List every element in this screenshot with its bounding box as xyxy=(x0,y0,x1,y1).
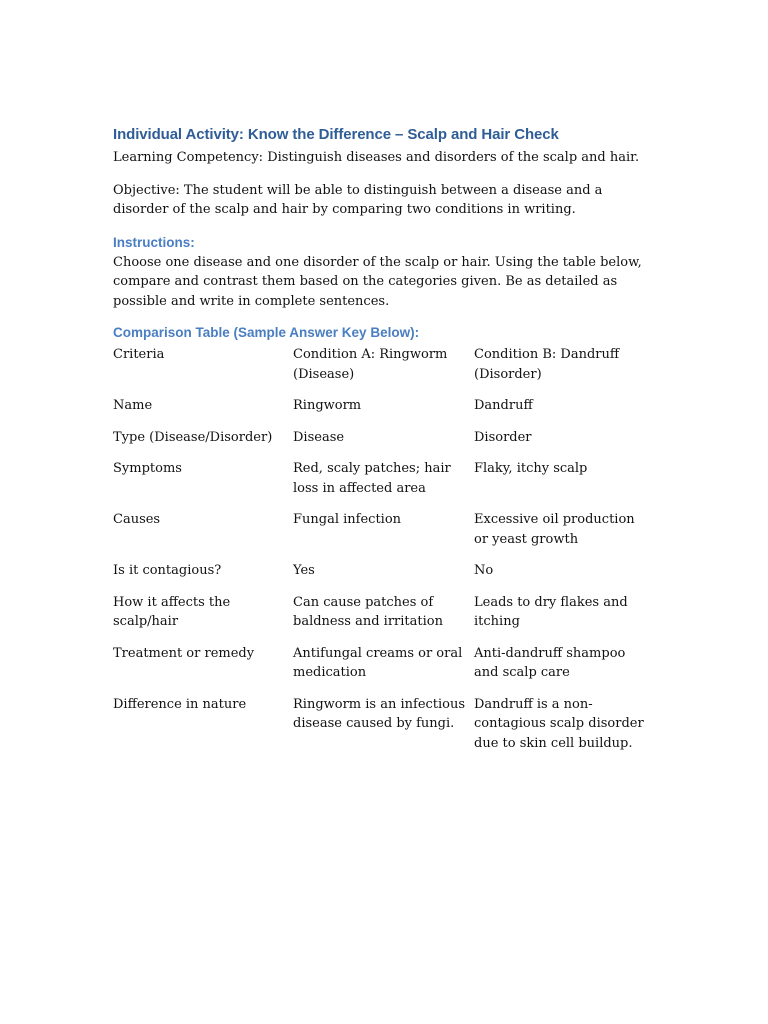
row-criteria: Name xyxy=(113,398,153,413)
row-condition-a: Red, scaly patches; hair loss in affected area xyxy=(293,461,451,496)
row-condition-b: Dandruff is a non-contagious scalp disorder due to skin cell buildup. xyxy=(474,696,644,751)
table-row xyxy=(113,396,655,428)
row-criteria: Symptoms xyxy=(113,461,182,476)
learning-competency: Learning Competency: Distinguish diseases and disorders of the scalp and hair. xyxy=(113,150,640,165)
row-condition-a: Ringworm xyxy=(293,398,362,413)
objective: Objective: The student will be able to distinguish between a disease and a disorder of the scalp and hair by comparing two conditions in writing. xyxy=(113,182,603,217)
instructions-text: Choose one disease and one disorder of the scalp or hair. Using the table below, compare and contrast them based on the categories given. Be as detailed as possible and write in complete sentences. xyxy=(113,254,642,309)
row-condition-a: Ringworm is an infectious disease caused by fungi. xyxy=(293,696,466,731)
page-title: Individual Activity: Know the Difference – Scalp and Hair Check xyxy=(113,126,559,143)
row-condition-a: Fungal infection xyxy=(293,512,402,527)
row-condition-b: No xyxy=(474,563,494,578)
row-condition-a: Can cause patches of baldness and irritation xyxy=(293,594,443,629)
row-condition-a: Antifungal creams or oral medication xyxy=(293,645,463,680)
header-condition-a: Condition A: Ringworm (Disease) xyxy=(293,347,448,382)
row-criteria: Causes xyxy=(113,512,161,527)
row-condition-b: Excessive oil production or yeast growth xyxy=(474,512,635,547)
row-condition-b: Disorder xyxy=(474,429,532,445)
row-condition-a: Yes xyxy=(293,563,315,578)
row-criteria: Difference in nature xyxy=(113,696,247,712)
row-criteria: How it affects the scalp/hair xyxy=(113,594,231,629)
table-row xyxy=(113,459,655,510)
row-criteria: Type (Disease/Disorder) xyxy=(113,429,273,445)
header-criteria: Criteria xyxy=(113,347,165,362)
table-row xyxy=(113,428,655,460)
table-heading: Comparison Table (Sample Answer Key Below): xyxy=(113,325,420,340)
row-condition-b: Anti-dandruff shampoo and scalp care xyxy=(474,645,626,680)
comparison-table xyxy=(113,345,655,765)
table-row xyxy=(113,561,655,593)
header-condition-b: Condition B: Dandruff (Disorder) xyxy=(474,347,620,382)
row-condition-b: Flaky, itchy scalp xyxy=(474,461,588,476)
row-criteria: Is it contagious? xyxy=(113,563,222,578)
row-criteria: Treatment or remedy xyxy=(113,645,255,661)
row-condition-b: Dandruff xyxy=(474,398,533,413)
instructions-heading: Instructions: xyxy=(113,234,195,250)
table-row xyxy=(113,593,655,644)
table-row xyxy=(113,695,655,766)
row-condition-b: Leads to dry flakes and itching xyxy=(474,594,628,629)
table-header-row xyxy=(113,345,655,396)
row-condition-a: Disease xyxy=(293,429,345,445)
document-page xyxy=(113,124,653,765)
table-row xyxy=(113,510,655,561)
table-row xyxy=(113,644,655,695)
